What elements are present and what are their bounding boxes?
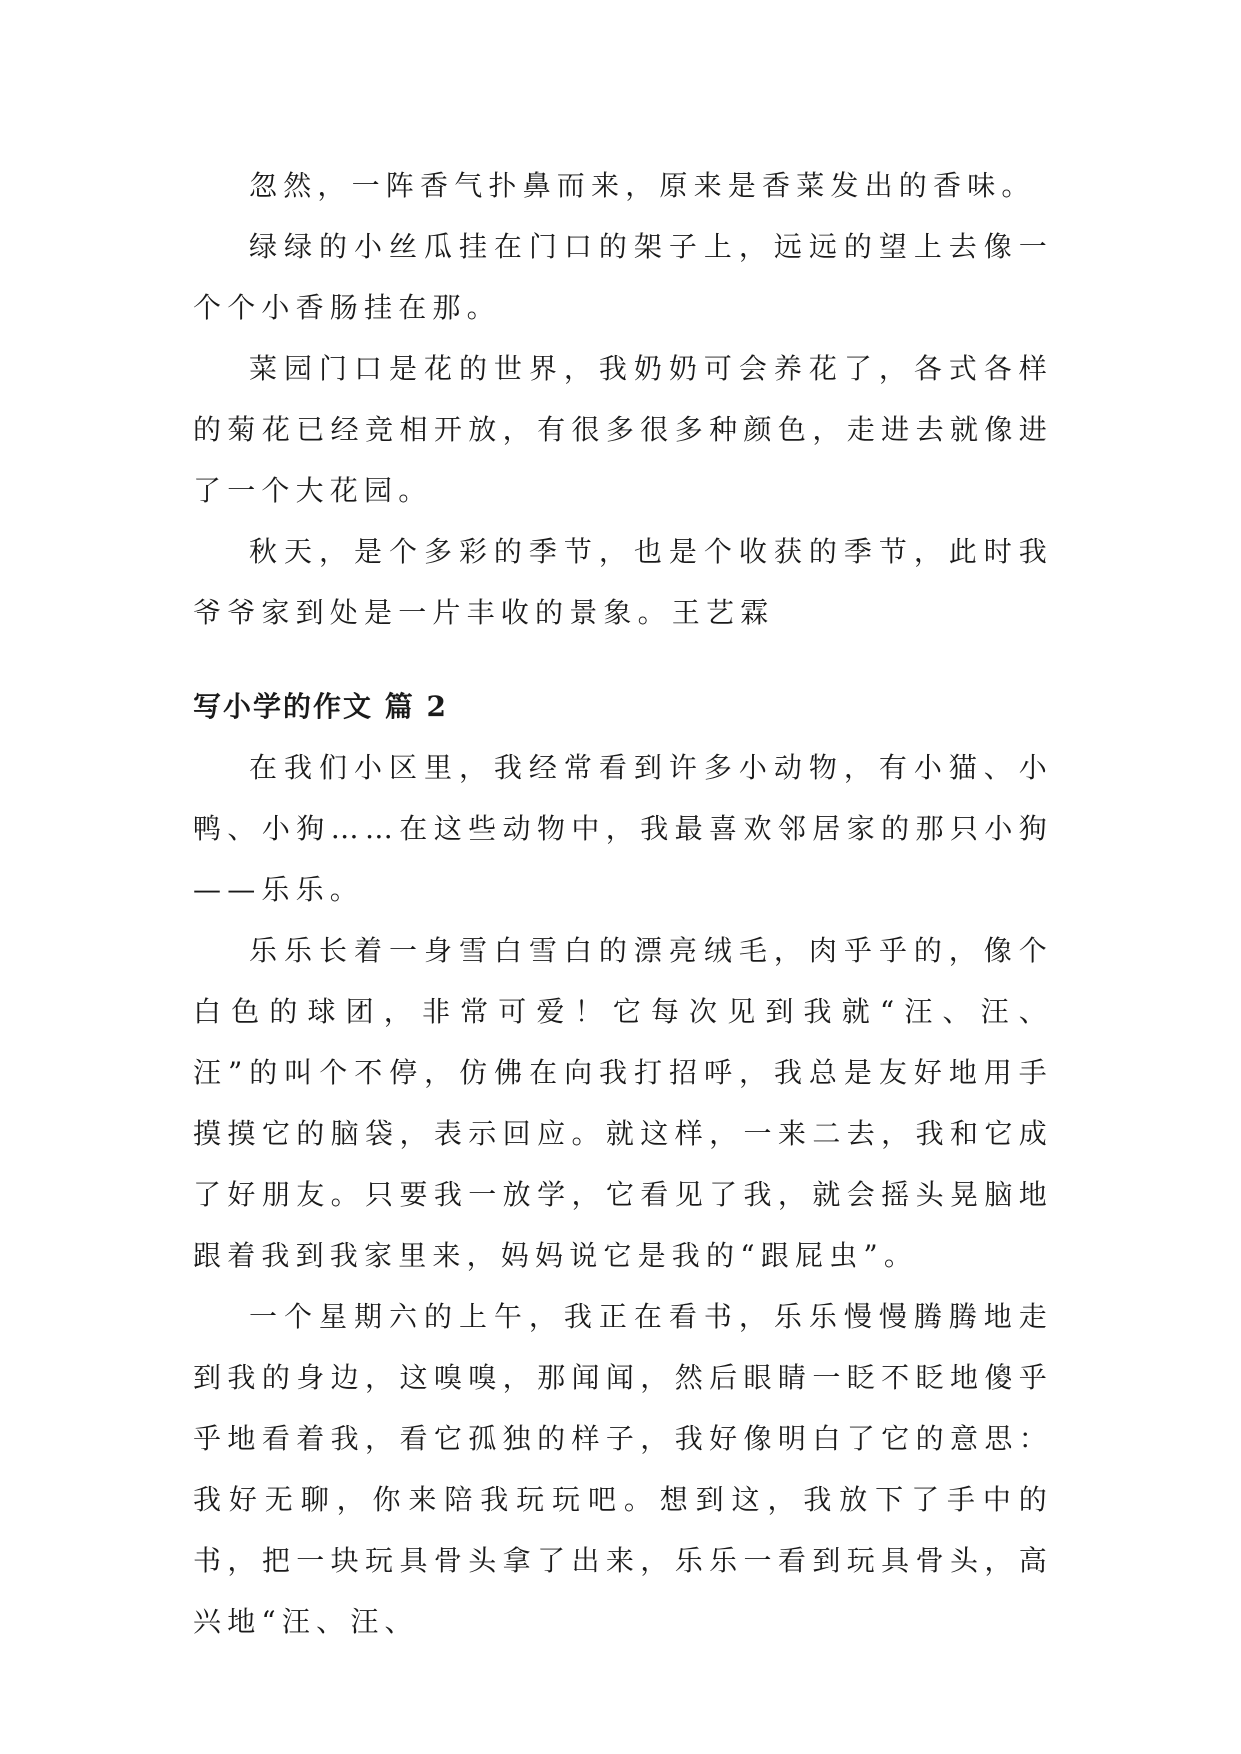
paragraph: 一个星期六的上午，我正在看书，乐乐慢慢腾腾地走到我的身边，这嗅嗅，那闻闻，然后眼睛一眨不眨地傻乎乎地看着我，看它孤独的样子，我好像明白了它的意思：我好无聊，你来陪我玩玩吧。想到这，我放下了手中的书，把一块玩具骨头拿了出来，乐乐一看到玩具骨头，高兴地“汪、汪、: [193, 1300, 1053, 1638]
paragraph: 绿绿的小丝瓜挂在门口的架子上，远远的望上去像一个个小香肠挂在那。: [193, 230, 1053, 324]
document-page: [193, 155, 1053, 1652]
paragraph: 菜园门口是花的世界，我奶奶可会养花了，各式各样的菊花已经竞相开放，有很多很多种颜色，走进去就像进了一个大花园。: [193, 352, 1053, 507]
paragraph: 乐乐长着一身雪白雪白的漂亮绒毛，肉乎乎的，像个白色的球团，非常可爱！它每次见到我就“汪、汪、汪”的叫个不停，仿佛在向我打招呼，我总是友好地用手摸摸它的脑袋，表示回应。就这样，一来二去，我和它成了好朋友。只要我一放学，它看见了我，就会摇头晃脑地跟着我到我家里来，妈妈说它是我的“跟屁虫”。: [193, 934, 1053, 1272]
paragraph: 在我们小区里，我经常看到许多小动物，有小猫、小鸭、小狗……在这些动物中，我最喜欢邻居家的那只小狗——乐乐。: [193, 751, 1053, 906]
section-heading: 写小学的作文 篇 2: [193, 690, 448, 723]
paragraph: 秋天，是个多彩的季节，也是个收获的季节，此时我爷爷家到处是一片丰收的景象。王艺霖: [193, 535, 1053, 629]
paragraph: 忽然，一阵香气扑鼻而来，原来是香菜发出的香味。: [249, 169, 1036, 202]
